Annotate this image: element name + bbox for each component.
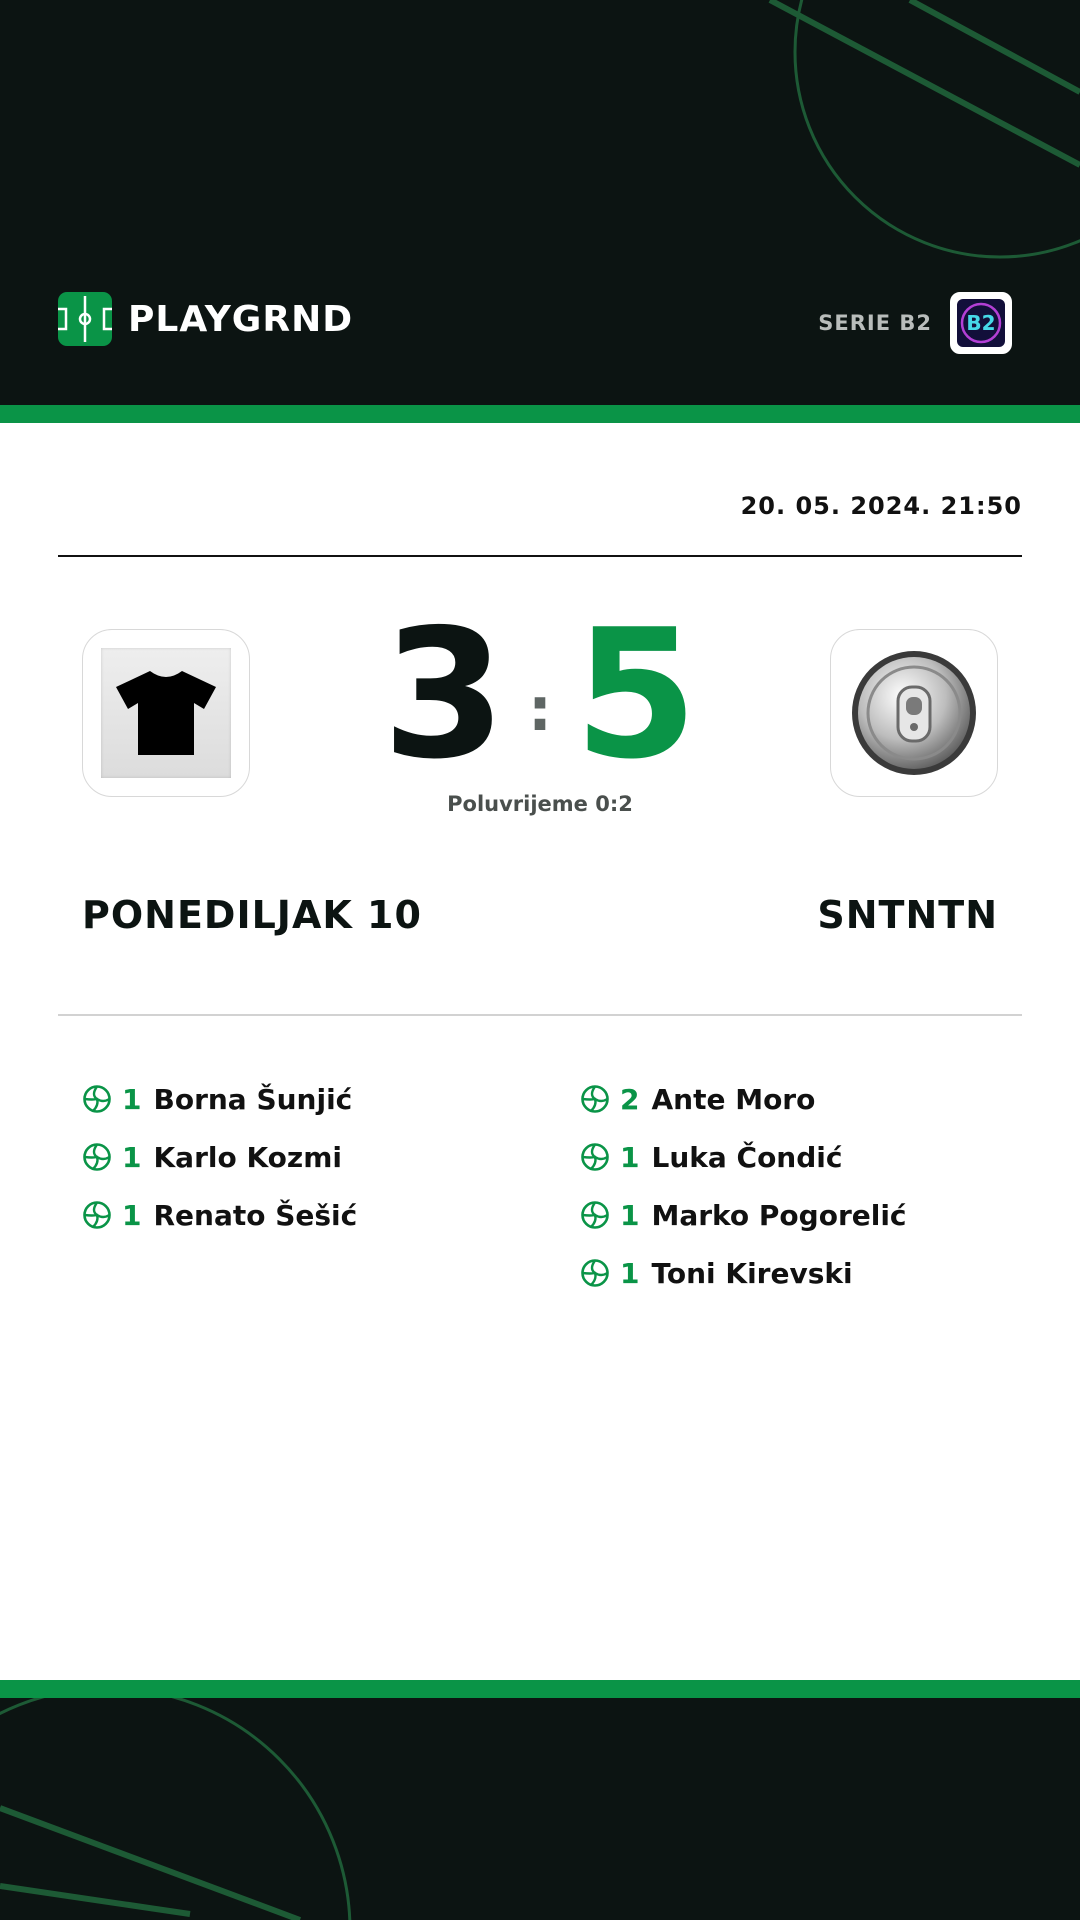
player-name: Renato Šešić <box>153 1198 358 1232</box>
goal-count: 1 <box>620 1140 640 1174</box>
match-datetime: 20. 05. 2024. 21:50 <box>740 492 1022 520</box>
player-name: Ante Moro <box>651 1082 816 1116</box>
league-name: SERIE B2 <box>818 311 932 335</box>
league-badge-icon <box>957 299 1005 347</box>
goal-count: 1 <box>122 1140 142 1174</box>
goal-count: 1 <box>122 1198 142 1232</box>
away-scorers-list <box>580 1070 1020 1302</box>
scoreboard <box>0 591 1080 798</box>
ball-icon <box>580 1200 610 1230</box>
goal-count: 1 <box>620 1198 640 1232</box>
halftime-score: Poluvrijeme 0:2 <box>447 792 633 816</box>
header-accent-bar <box>0 405 1080 423</box>
scorer-item <box>580 1244 1020 1302</box>
brand-name: PLAYGRND <box>128 298 354 340</box>
away-score: 5 <box>574 591 698 798</box>
divider <box>58 1014 1022 1016</box>
ball-icon <box>82 1142 112 1172</box>
scorer-item <box>580 1186 1020 1244</box>
player-name: Marko Pogorelić <box>651 1198 907 1232</box>
league-logo-text: B2 <box>966 311 996 335</box>
away-team-name: SNTNTN <box>817 893 998 937</box>
goal-count: 2 <box>620 1082 640 1116</box>
home-team-name: PONEDILJAK 10 <box>82 893 422 937</box>
ball-icon <box>580 1142 610 1172</box>
goal-count: 1 <box>620 1256 640 1290</box>
scorer-item <box>82 1070 522 1128</box>
ball-icon <box>82 1084 112 1114</box>
league-logo <box>950 292 1012 354</box>
player-name: Borna Šunjić <box>153 1082 353 1116</box>
ball-icon <box>580 1258 610 1288</box>
pitch-icon <box>58 292 112 346</box>
score-separator: : <box>528 675 552 745</box>
footer-accent-bar <box>0 1680 1080 1698</box>
goal-count: 1 <box>122 1082 142 1116</box>
divider <box>58 555 1022 557</box>
scorer-item <box>580 1070 1020 1128</box>
scorer-item <box>82 1128 522 1186</box>
player-name: Karlo Kozmi <box>153 1140 342 1174</box>
scorer-item <box>82 1186 522 1244</box>
home-scorers-list <box>82 1070 522 1244</box>
player-name: Luka Čondić <box>651 1140 843 1174</box>
ball-icon <box>580 1084 610 1114</box>
footer-panel <box>0 1698 1080 1920</box>
brand <box>58 292 353 346</box>
ball-icon <box>82 1200 112 1230</box>
header-panel <box>0 0 1080 405</box>
pitch-lines-decoration <box>0 1698 1080 1920</box>
home-score: 3 <box>382 591 506 798</box>
scorer-item <box>580 1128 1020 1186</box>
league <box>818 292 1012 354</box>
player-name: Toni Kirevski <box>651 1256 853 1290</box>
